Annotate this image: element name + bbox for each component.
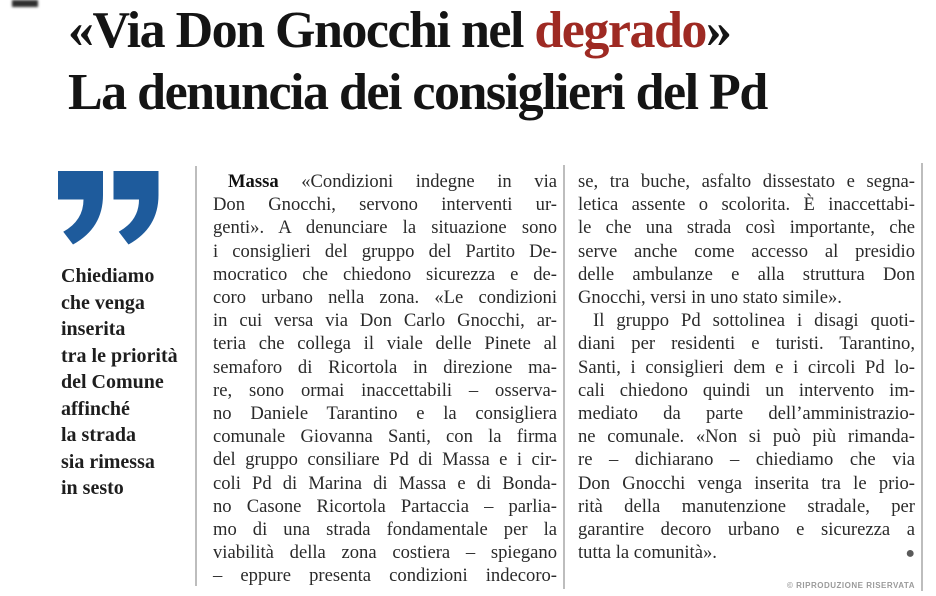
column-divider-right bbox=[921, 163, 923, 591]
text-line: Il gruppo Pd sottolinea i disagi quoti- bbox=[593, 310, 915, 332]
text-line: teria che collega il viale delle Pinete al bbox=[213, 333, 557, 355]
scan-artifact bbox=[12, 0, 38, 7]
text-line: che venga bbox=[61, 291, 145, 314]
column-divider-left bbox=[195, 166, 197, 586]
paragraph-2-last-line bbox=[578, 541, 915, 565]
text-line-first bbox=[213, 170, 557, 193]
text-line: i consiglieri del gruppo del Partito De- bbox=[213, 240, 557, 262]
headline bbox=[68, 0, 934, 124]
text-line: re, sono ormai inaccettabili – osserva- bbox=[213, 379, 557, 401]
text-line: mediato da parte dell’amministrazio- bbox=[578, 403, 915, 425]
body-column-1 bbox=[213, 170, 557, 588]
text-line: Chiediamo bbox=[61, 265, 155, 287]
pull-quote bbox=[61, 263, 211, 502]
paragraph-1-last-line: Gnocchi, versi in uno stato simile». bbox=[578, 287, 842, 309]
paragraph-1 bbox=[578, 170, 915, 286]
text-line: coro urbano nella zona. «Le condizioni bbox=[213, 287, 557, 309]
column1-lines bbox=[213, 193, 557, 587]
text-line: diani per residenti e turisti. Tarantino, bbox=[578, 333, 915, 355]
text-line: mo di una strada fondamentale per la bbox=[213, 519, 557, 541]
column-divider-middle bbox=[563, 165, 565, 589]
text-line: genti». A denunciare la situazione sono bbox=[213, 217, 557, 239]
text-line: la strada bbox=[61, 424, 136, 446]
text-line: in cui versa via Don Carlo Gnocchi, ar- bbox=[213, 310, 557, 332]
text-line: del Comune bbox=[61, 371, 164, 393]
text-line: re – dichiarano – chiediamo che via bbox=[578, 449, 915, 471]
text-line: letica assente o scolorita. È inaccettabi- bbox=[578, 194, 915, 216]
text-line: – eppure presenta condizioni indecoro- bbox=[213, 565, 557, 587]
text-line: Don Gnocchi, servono interventi ur- bbox=[213, 194, 557, 216]
text-line: Don Gnocchi venga inserita tra le prio- bbox=[578, 472, 915, 494]
text-line: cali chiedono quindi un intervento im- bbox=[578, 379, 915, 401]
headline-line2: La denuncia dei consiglieri del Pd bbox=[68, 64, 767, 121]
text-line: inserita bbox=[61, 318, 126, 340]
text-line: semaforo di Ricortola in direzione ma- bbox=[213, 356, 557, 378]
headline-line1 bbox=[68, 0, 934, 62]
headline-line1-pre: «Via Don Gnocchi nel bbox=[68, 2, 535, 59]
text-line: viabilità della zona costiera – spiegano bbox=[213, 542, 557, 564]
text-line: affinché bbox=[61, 397, 130, 420]
text-line: del gruppo consiliare Pd di Massa e i cir- bbox=[213, 449, 557, 471]
text-line: no Casone Ricortola Partaccia – parlia- bbox=[213, 495, 557, 517]
text-line: comunale Giovanna Santi, con la firma bbox=[213, 426, 557, 448]
first-line-rest: «Condizioni indegne in via bbox=[278, 171, 557, 192]
text-line: serve anche come accesso al presidio bbox=[578, 240, 915, 262]
text-line: sia rimessa bbox=[61, 450, 155, 473]
text-line: garantire decoro urbano e sicurezza a bbox=[578, 519, 915, 541]
copyright-notice: © RIPRODUZIONE RISERVATA bbox=[787, 581, 915, 591]
text-line: le che una strada così importante, che bbox=[578, 217, 915, 239]
text-line: mocratico che chiedono sicurezza e de- bbox=[213, 263, 557, 285]
text-line: delle ambulanze e alla struttura Don bbox=[578, 263, 915, 285]
end-of-article-dot: ● bbox=[905, 545, 915, 563]
body-column-2 bbox=[578, 170, 915, 596]
text-line: se, tra buche, asfalto dissestato e segna- bbox=[578, 171, 915, 192]
text-line: tra le priorità bbox=[61, 344, 178, 367]
paragraph-2 bbox=[578, 309, 915, 541]
text-line: no Daniele Tarantino e la consigliera bbox=[213, 403, 557, 425]
dateline-lead: Massa bbox=[228, 171, 279, 192]
double-quote-icon bbox=[58, 170, 160, 247]
text-line: Santi, i consiglieri dem e i circoli Pd lo- bbox=[578, 356, 915, 378]
text-line: ne comunale. «Non si può più rimanda- bbox=[578, 426, 915, 448]
text-line: coli Pd di Marina di Massa e di Bonda- bbox=[213, 472, 557, 494]
last-line-text: tutta la comunità». bbox=[578, 542, 717, 564]
headline-line1-post: » bbox=[705, 2, 731, 59]
text-line: rità della manutenzione stradale, per bbox=[578, 495, 915, 517]
headline-highlight: degrado bbox=[534, 2, 706, 59]
text-line: in sesto bbox=[61, 477, 124, 499]
